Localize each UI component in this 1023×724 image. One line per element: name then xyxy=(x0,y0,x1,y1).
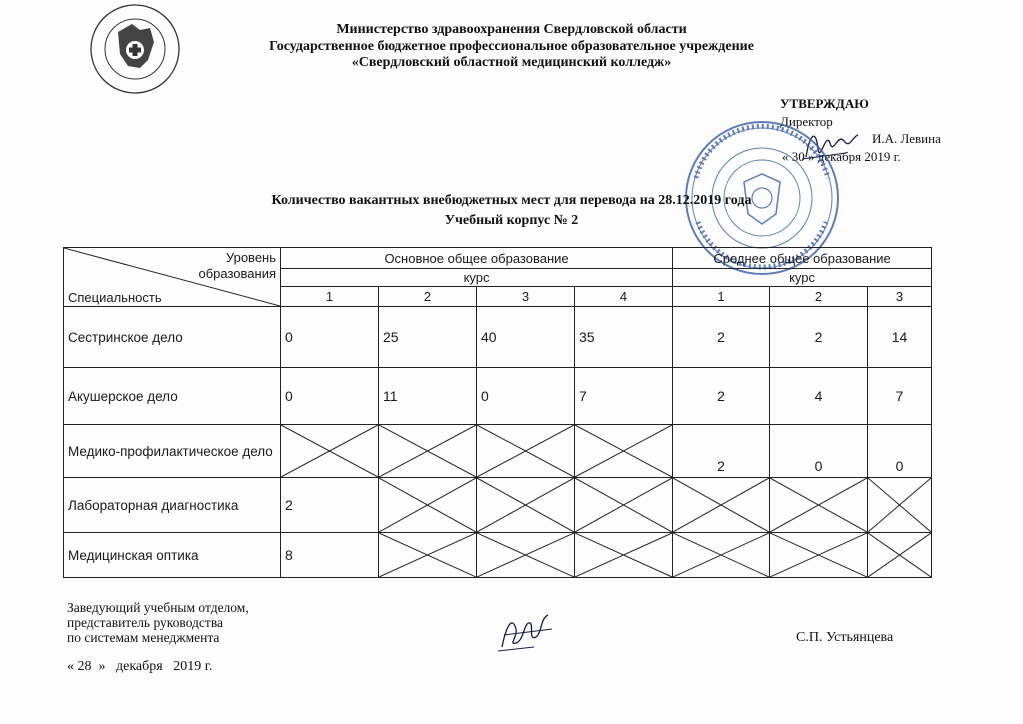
table-row xyxy=(64,425,932,478)
specialty-name: Медико-профилактическое дело xyxy=(64,425,281,478)
specialty-name: Сестринское дело xyxy=(64,307,281,368)
vacancy-count xyxy=(673,307,770,368)
unavailable-cell xyxy=(575,533,673,578)
vacancy-count xyxy=(673,425,770,478)
title-line-2: Учебный корпус № 2 xyxy=(444,213,579,228)
approval-date: « 30 » декабря 2019 г. xyxy=(782,148,901,164)
unavailable-cell xyxy=(379,425,477,478)
vacancy-value: 4 xyxy=(814,388,823,404)
vacancy-value: 2 xyxy=(717,458,725,474)
vacancy-count xyxy=(575,307,673,368)
approval-title: УТВЕРЖДАЮ xyxy=(780,96,869,111)
vacancy-value: 7 xyxy=(895,388,904,404)
footer-date: « 28 » декабря 2019 г. xyxy=(67,659,213,674)
unavailable-cell xyxy=(770,478,868,533)
cross-mark xyxy=(868,478,931,532)
specialty-name: Акушерское дело xyxy=(64,368,281,425)
specialty-label: Специальность xyxy=(68,290,162,305)
vacancy-count xyxy=(281,307,379,368)
vacancy-value: 25 xyxy=(383,329,399,345)
vacancy-value: 7 xyxy=(579,388,587,404)
level-line-2: образования xyxy=(198,266,276,281)
unavailable-cell xyxy=(379,533,477,578)
college-name: «Свердловский областной медицинский колледж» xyxy=(351,55,672,70)
cross-mark xyxy=(575,533,672,577)
cross-mark xyxy=(770,533,867,577)
vacancy-count xyxy=(281,533,379,578)
vacancy-value: 2 xyxy=(285,497,293,513)
cross-mark xyxy=(673,478,769,532)
vacancy-value: 11 xyxy=(383,388,398,404)
footer-line-1: Заведующий учебным отделом, xyxy=(67,600,249,615)
cross-mark xyxy=(477,533,574,577)
unavailable-cell xyxy=(673,478,770,533)
vacancy-value: 0 xyxy=(285,329,293,345)
vacancy-count xyxy=(477,368,575,425)
ministry-name: Министерство здравоохранения Свердловской области xyxy=(336,22,687,37)
vacancy-count xyxy=(770,425,868,478)
vacancy-count xyxy=(379,368,477,425)
vacancy-value: 0 xyxy=(285,388,293,404)
level-line-1: Уровень xyxy=(225,250,276,265)
footer-signer-name: С.П. Устьянцева xyxy=(796,630,894,645)
approver-position: Директор xyxy=(780,113,833,129)
unavailable-cell xyxy=(770,533,868,578)
vacancy-count xyxy=(868,368,932,425)
table-row xyxy=(64,307,932,368)
cross-mark xyxy=(868,533,931,577)
vacancy-value: 35 xyxy=(579,329,595,345)
unavailable-cell xyxy=(673,533,770,578)
unavailable-cell xyxy=(477,533,575,578)
document-title xyxy=(0,191,1023,231)
kurs-label-secondary: курс xyxy=(673,269,932,287)
vacancy-count xyxy=(477,307,575,368)
table-row xyxy=(64,533,932,578)
unavailable-cell xyxy=(281,425,379,478)
vacancy-count xyxy=(770,307,868,368)
header-corner-cell xyxy=(64,248,281,307)
approver-name: И.А. Левина xyxy=(872,131,941,146)
vacancy-value: 0 xyxy=(814,458,823,474)
vacancy-value: 0 xyxy=(895,458,904,474)
table-row xyxy=(64,478,932,533)
footer-signer-title xyxy=(67,600,249,645)
head-of-department-signature xyxy=(494,607,560,659)
specialty-name: Лабораторная диагностика xyxy=(64,478,281,533)
vacancy-count xyxy=(281,368,379,425)
kurs-label-basic: курс xyxy=(281,269,673,287)
cross-mark xyxy=(575,478,672,532)
course-number: 2 xyxy=(379,287,477,307)
course-number: 3 xyxy=(868,287,932,307)
vacancy-value: 0 xyxy=(481,388,489,404)
unavailable-cell xyxy=(575,478,673,533)
vacancy-count xyxy=(868,425,932,478)
vacancy-table xyxy=(63,247,932,578)
org-header xyxy=(0,22,1023,72)
cross-mark xyxy=(379,425,476,477)
cross-mark xyxy=(477,425,574,477)
table-row xyxy=(64,368,932,425)
vacancy-value: 2 xyxy=(717,388,725,404)
vacancy-count xyxy=(281,478,379,533)
cross-mark xyxy=(281,425,378,477)
vacancy-count xyxy=(770,368,868,425)
vacancy-count xyxy=(868,307,932,368)
unavailable-cell xyxy=(575,425,673,478)
vacancy-value: 2 xyxy=(814,329,823,345)
footer-line-2: представитель руководства xyxy=(67,615,224,630)
vacancy-count xyxy=(575,368,673,425)
cross-mark xyxy=(673,533,769,577)
vacancy-count xyxy=(379,307,477,368)
vacancy-value: 8 xyxy=(285,547,293,563)
vacancy-value: 40 xyxy=(481,329,497,345)
footer-line-3: по системам менеджмента xyxy=(67,630,220,645)
group-basic-education: Основное общее образование xyxy=(281,248,673,269)
course-number: 4 xyxy=(575,287,673,307)
title-line-1: Количество вакантных внебюджетных мест для перевода на 28.12.2019 года xyxy=(271,193,752,208)
cross-mark xyxy=(770,478,867,532)
course-number: 1 xyxy=(281,287,379,307)
unavailable-cell xyxy=(868,478,932,533)
vacancy-count xyxy=(673,368,770,425)
unavailable-cell xyxy=(477,425,575,478)
cross-mark xyxy=(477,478,574,532)
unavailable-cell xyxy=(477,478,575,533)
specialty-name: Медицинская оптика xyxy=(64,533,281,578)
course-number: 1 xyxy=(673,287,770,307)
cross-mark xyxy=(379,478,476,532)
cross-mark xyxy=(379,533,476,577)
group-secondary-education: Среднее общее образование xyxy=(673,248,932,269)
unavailable-cell xyxy=(379,478,477,533)
vacancy-value: 2 xyxy=(717,329,725,345)
course-number: 3 xyxy=(477,287,575,307)
cross-mark xyxy=(575,425,672,477)
education-level-label xyxy=(198,250,276,282)
vacancy-value: 14 xyxy=(891,329,908,345)
institution-type: Государственное бюджетное профессиональное образовательное учреждение xyxy=(269,38,754,54)
unavailable-cell xyxy=(868,533,932,578)
course-number: 2 xyxy=(770,287,868,307)
